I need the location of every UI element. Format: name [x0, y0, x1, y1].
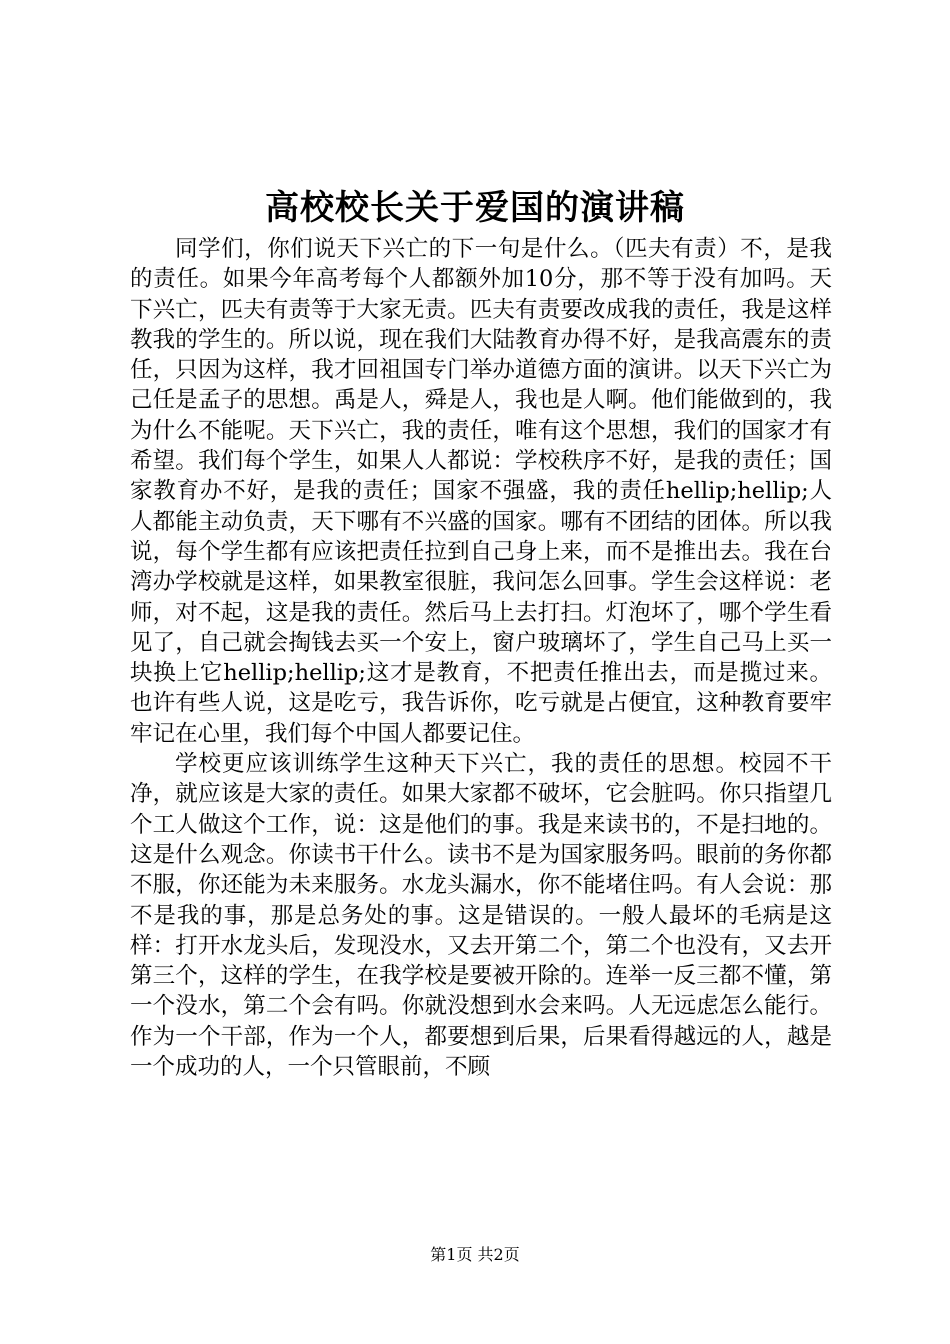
page-number-footer: 第1页 共2页: [430, 1245, 520, 1264]
document-title: 高校校长关于爱国的演讲稿: [265, 188, 685, 228]
document-body: [130, 234, 832, 1082]
paragraph-2: 学校更应该训练学生这种天下兴亡，我的责任的思想。校园不干净，就应该是大家的责任。如果大家都不破坏，它会脏吗。你只指望几个工人做这个工作，说：这是他们的事。我是来读书的，不是扫地的。这是什么观念。你读书干什么。读书不是为国家服务吗。眼前的务你都不服，你还能为未来服务。水龙头漏水，你不能堵住吗。有人会说：那不是我的事，那是总务处的事。这是错误的。一般人最坏的毛病是这样：打开水龙头后，发现没水，又去开第二个，第二个也没有，又去开第三个，这样的学生，在我学校是要被开除的。连举一反三都不懂，第一个没水，第二个会有吗。你就没想到水会来吗。人无远虑怎么能行。作为一个干部，作为一个人，都要想到后果，后果看得越远的人，越是一个成功的人，一个只管眼前，不顾: [130, 751, 832, 1081]
paragraph-1: 同学们，你们说天下兴亡的下一句是什么。（匹夫有责）不，是我的责任。如果今年高考每个人都额外加10分，那不等于没有加吗。天下兴亡，匹夫有责等于大家无责。匹夫有责要改成我的责任，我是这样教我的学生的。所以说，现在我们大陆教育办得不好，是我高震东的责任，只因为这样，我才回祖国专门举办道德方面的演讲。以天下兴亡为己任是孟子的思想。禹是人，舜是人，我也是人啊。他们能做到的，我为什么不能呢。天下兴亡，我的责任，唯有这个思想，我们的国家才有希望。我们每个学生，如果人人都说：学校秩序不好，是我的责任；国家教育办不好，是我的责任；国家不强盛，我的责任hellip;hellip;人人都能主动负责，天下哪有不兴盛的国家。哪有不团结的团体。所以我说，每个学生都有应该把责任拉到自己身上来，而不是推出去。我在台湾办学校就是这样，如果教室很脏，我问怎么回事。学生会这样说：老师，对不起，这是我的责任。然后马上去打扫。灯泡坏了，哪个学生看见了，自己就会掏钱去买一个安上，窗户玻璃坏了，学生自己马上买一块换上它hellip;hellip;这才是教育，不把责任推出去，而是揽过来。也许有些人说，这是吃亏，我告诉你，吃亏就是占便宜，这种教育要牢牢记在心里，我们每个中国人都要记住。: [130, 236, 832, 747]
